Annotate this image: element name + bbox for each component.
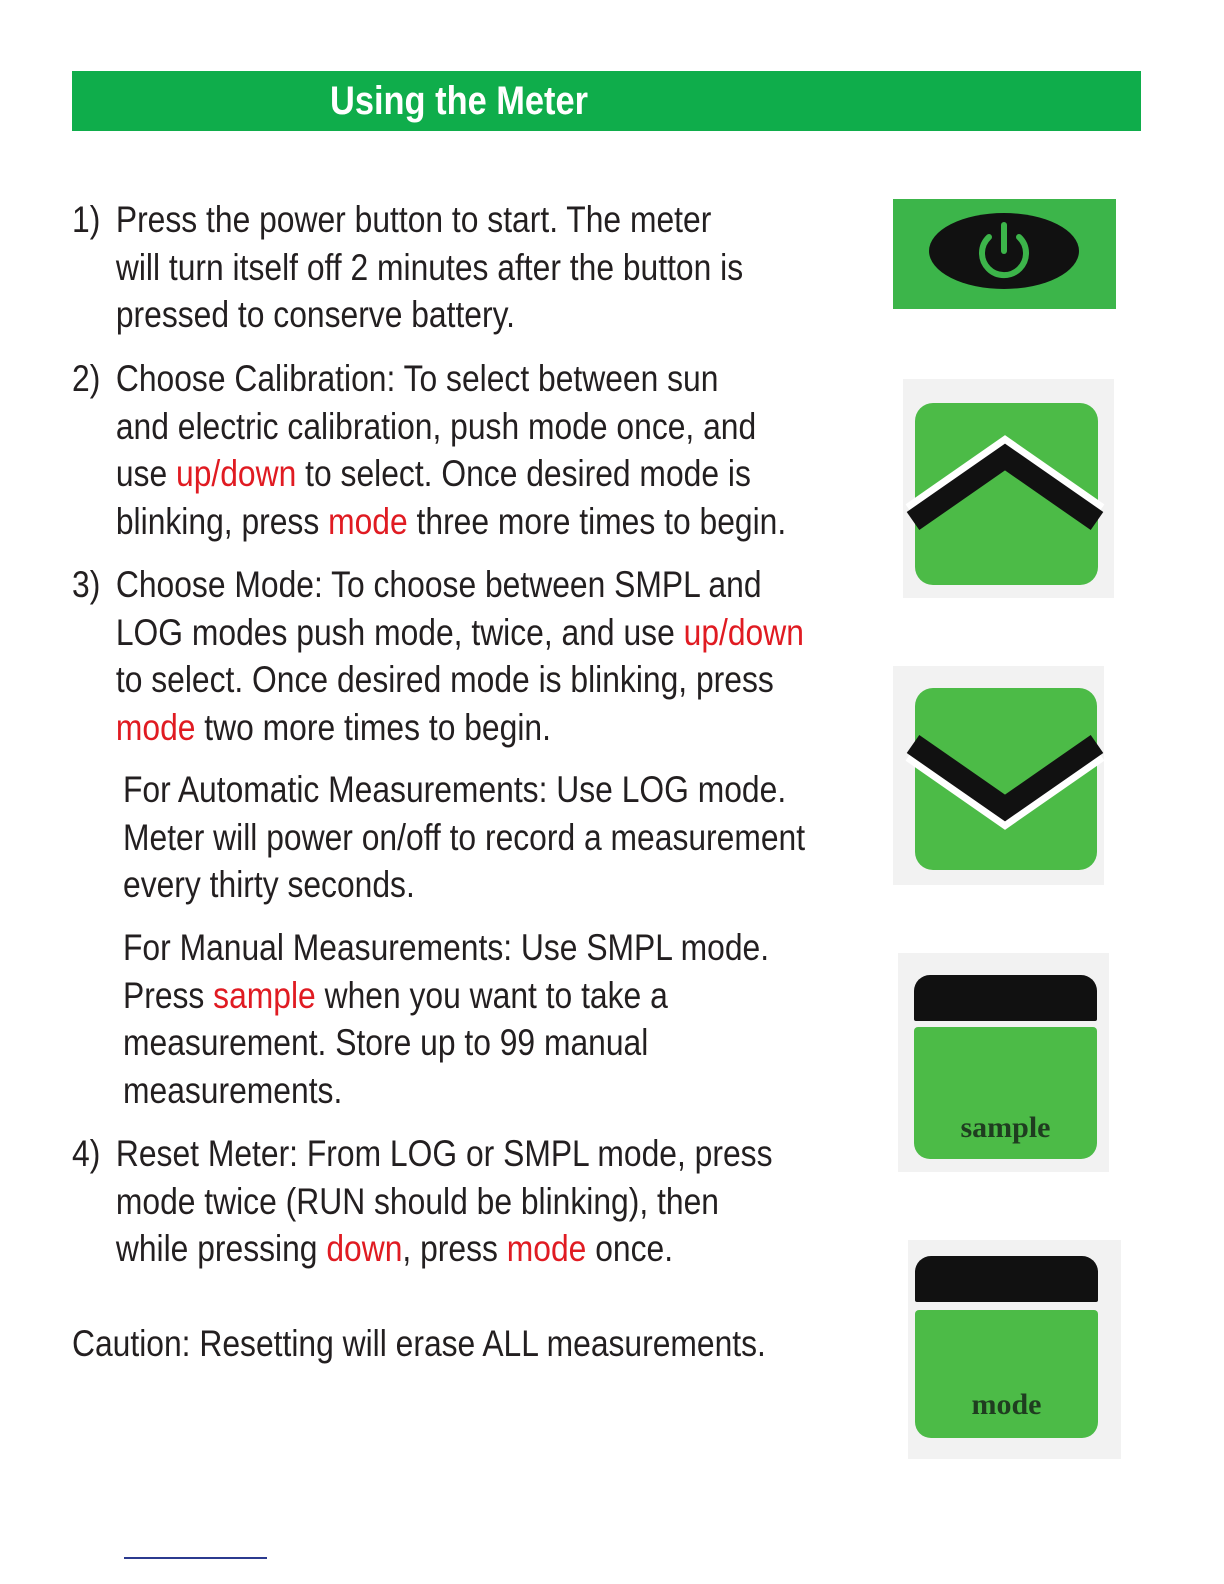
step-text-line: [116, 609, 804, 657]
down-arrow-icon: [893, 666, 1104, 885]
text-run: , press: [402, 1228, 507, 1269]
highlight-up-down: up/down: [683, 611, 804, 653]
step-3: [72, 561, 804, 751]
step-text-line: Reset Meter: From LOG or SMPL mode, press: [115, 1133, 773, 1174]
text-run: when you want to take a: [315, 974, 668, 1016]
mode-button-icon: [908, 1240, 1121, 1459]
mode-button-label: mode: [971, 1388, 1042, 1421]
highlight-mode: mode: [115, 706, 196, 748]
text-run: two more times to begin.: [195, 706, 551, 748]
highlight-down: down: [326, 1228, 403, 1269]
highlight-sample: sample: [213, 974, 316, 1016]
text-run: once.: [586, 1228, 674, 1269]
step-text-line: and electric calibration, push mode once, and: [115, 405, 757, 447]
step-text-line: to select. Once desired mode is blinking, press: [115, 659, 774, 700]
text-run: to select. Once desired mode is: [296, 453, 751, 494]
note-text-line: For Manual Measurements: Use SMPL mode.: [123, 927, 770, 968]
up-arrow-icon: [903, 379, 1114, 598]
step-2: [72, 355, 786, 545]
text-run: three more times to begin.: [407, 500, 787, 542]
sample-button-icon: [898, 953, 1109, 1172]
step-4: [72, 1130, 772, 1273]
highlight-up-down: up/down: [176, 453, 297, 494]
step-text-line: [116, 450, 786, 498]
highlight-mode: mode: [506, 1228, 587, 1269]
step-number: 3): [72, 564, 101, 605]
note-text-line: For Automatic Measurements: Use LOG mode.: [123, 769, 787, 810]
section-title: Using the Meter: [330, 79, 589, 123]
note-text-line: every thirty seconds.: [123, 864, 415, 905]
text-run: LOG modes push mode, twice, and use: [115, 611, 684, 653]
text-run: while pressing: [115, 1228, 327, 1269]
step-text-line: mode twice (RUN should be blinking), then: [115, 1180, 719, 1222]
manual-measurements-note: [123, 924, 769, 1114]
step-text-line: Press the power button to start. The meter: [115, 199, 712, 240]
note-text-line: measurements.: [123, 1069, 343, 1111]
step-number: 1): [72, 199, 101, 240]
step-number: 2): [72, 358, 101, 399]
step-text-line: will turn itself off 2 minutes after the button is: [115, 246, 744, 288]
sample-button-label: sample: [960, 1111, 1051, 1144]
step-text-line: [116, 498, 786, 546]
text-run: use: [115, 453, 177, 494]
auto-measurements-note: [123, 766, 805, 909]
step-number: 4): [72, 1133, 101, 1174]
text-run: Press: [123, 974, 214, 1016]
highlight-mode: mode: [328, 500, 408, 542]
step-1: [72, 196, 743, 339]
note-text-line: measurement. Store up to 99 manual: [123, 1022, 649, 1063]
power-icon: [893, 199, 1116, 309]
bottom-rule: [124, 1557, 267, 1559]
step-text-line: [116, 704, 804, 752]
note-text-line: [123, 972, 769, 1020]
step-text-line: Choose Calibration: To select between sun: [115, 358, 719, 399]
note-text-line: Meter will power on/off to record a measurement: [123, 816, 806, 858]
step-text-line: Choose Mode: To choose between SMPL and: [115, 564, 762, 605]
section-header: [72, 71, 1141, 131]
text-run: blinking, press: [115, 500, 329, 542]
step-text-line: pressed to conserve battery.: [115, 294, 515, 335]
step-text-line: [116, 1225, 773, 1273]
caution-text: Caution: Resetting will erase ALL measurements.: [72, 1323, 766, 1364]
